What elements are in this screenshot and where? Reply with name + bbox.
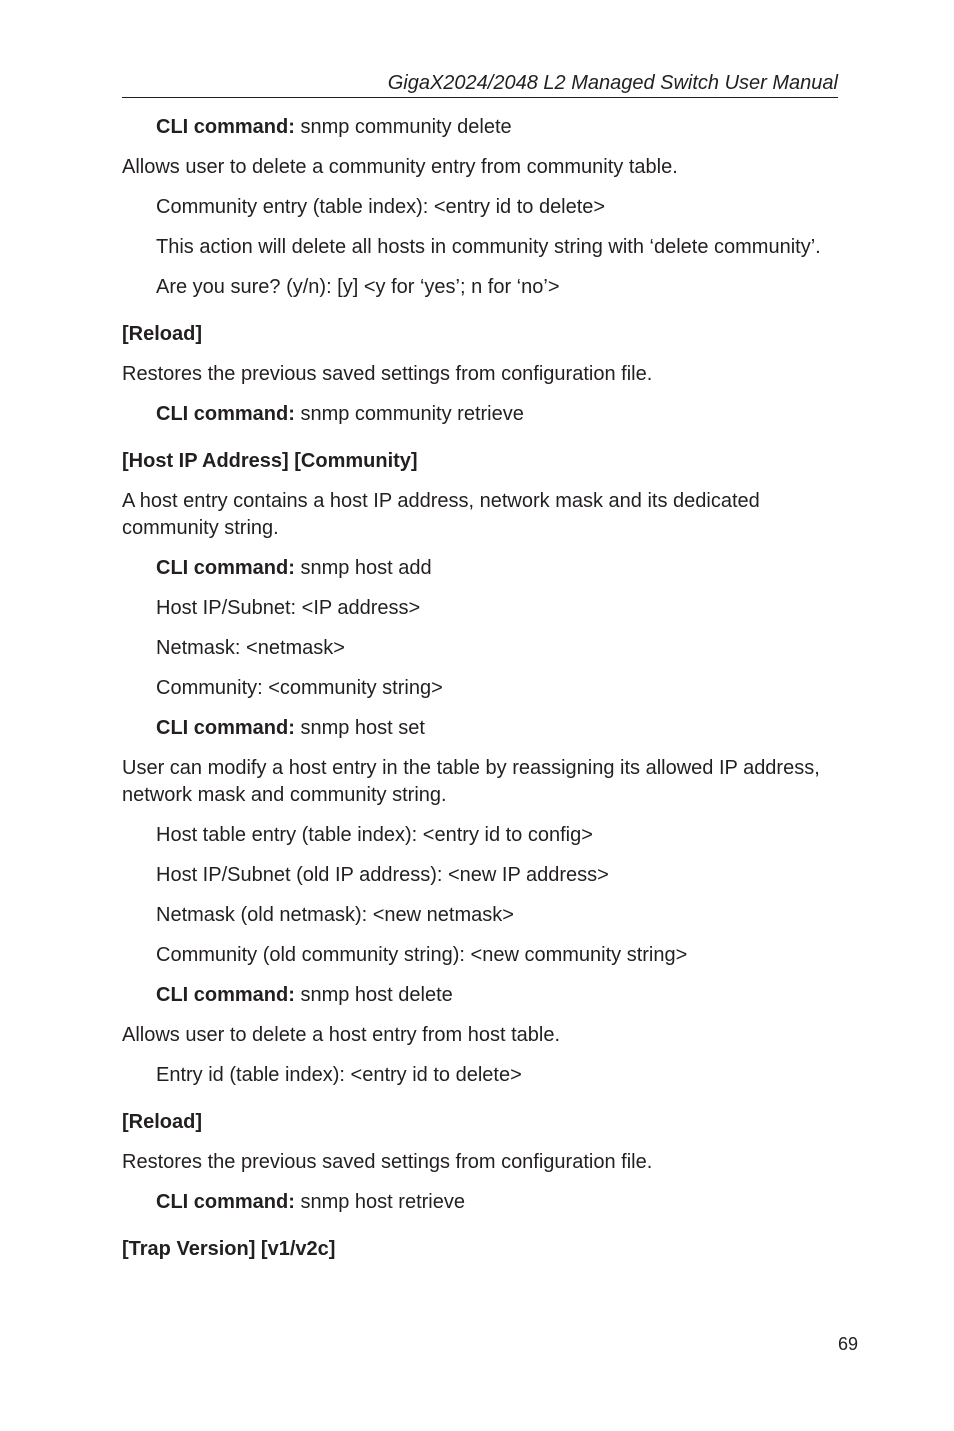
prompt-line: Entry id (table index): <entry id to delete> [156, 1064, 522, 1086]
cli-command-label: CLI command: [156, 717, 295, 739]
section-heading-trap-version: [Trap Version] [v1/v2c] [122, 1238, 336, 1260]
cli-command-community-delete [156, 114, 836, 141]
cli-command-text: snmp host add [294, 557, 432, 579]
cli-command-label: CLI command: [156, 984, 295, 1006]
cli-command-text: snmp community retrieve [294, 403, 524, 425]
cli-command-text: snmp host retrieve [294, 1191, 465, 1213]
prompt-line: Community entry (table index): <entry id to delete> [156, 196, 606, 218]
prompt-line: Host IP/Subnet: <IP address> [156, 597, 421, 619]
cli-command-label: CLI command: [156, 1191, 295, 1213]
prompt-line: Community (old community string): <new community string> [156, 944, 688, 966]
paragraph: Allows user to delete a community entry from community table. [122, 156, 678, 178]
prompt-line: This action will delete all hosts in community string with ‘delete community’. [156, 236, 821, 258]
cli-command-label: CLI command: [156, 403, 295, 425]
section-heading-reload: [Reload] [122, 1111, 202, 1133]
prompt-line: Are you sure? (y/n): [y] <y for ‘yes’; n for ‘no’> [156, 276, 560, 298]
paragraph: Restores the previous saved settings from configuration file. [122, 363, 653, 385]
prompt-line: Host IP/Subnet (old IP address): <new IP address> [156, 864, 609, 886]
cli-command-community-retrieve [156, 401, 836, 428]
paragraph: A host entry contains a host IP address, network mask and its dedicated community string. [122, 490, 760, 539]
cli-command-host-set [156, 715, 836, 742]
paragraph: Allows user to delete a host entry from host table. [122, 1024, 560, 1046]
cli-command-text: snmp host delete [294, 984, 453, 1006]
cli-command-host-add [156, 555, 836, 582]
section-heading-reload: [Reload] [122, 323, 202, 345]
page-number: 69 [837, 1334, 858, 1354]
prompt-line: Community: <community string> [156, 677, 443, 699]
cli-command-text: snmp community delete [294, 116, 512, 138]
paragraph: Restores the previous saved settings from configuration file. [122, 1151, 653, 1173]
section-heading-host-ip: [Host IP Address] [Community] [122, 450, 418, 472]
prompt-line: Netmask (old netmask): <new netmask> [156, 904, 514, 926]
prompt-line: Host table entry (table index): <entry id to config> [156, 824, 593, 846]
cli-command-label: CLI command: [156, 557, 295, 579]
cli-command-host-retrieve [156, 1189, 836, 1216]
running-header: GigaX2024/2048 L2 Managed Switch User Manual [122, 70, 838, 98]
paragraph: User can modify a host entry in the table by reassigning its allowed IP address, network mask and community string. [122, 757, 820, 806]
cli-command-label: CLI command: [156, 116, 295, 138]
cli-command-text: snmp host set [294, 717, 425, 739]
prompt-line: Netmask: <netmask> [156, 637, 345, 659]
cli-command-host-delete [156, 982, 836, 1009]
